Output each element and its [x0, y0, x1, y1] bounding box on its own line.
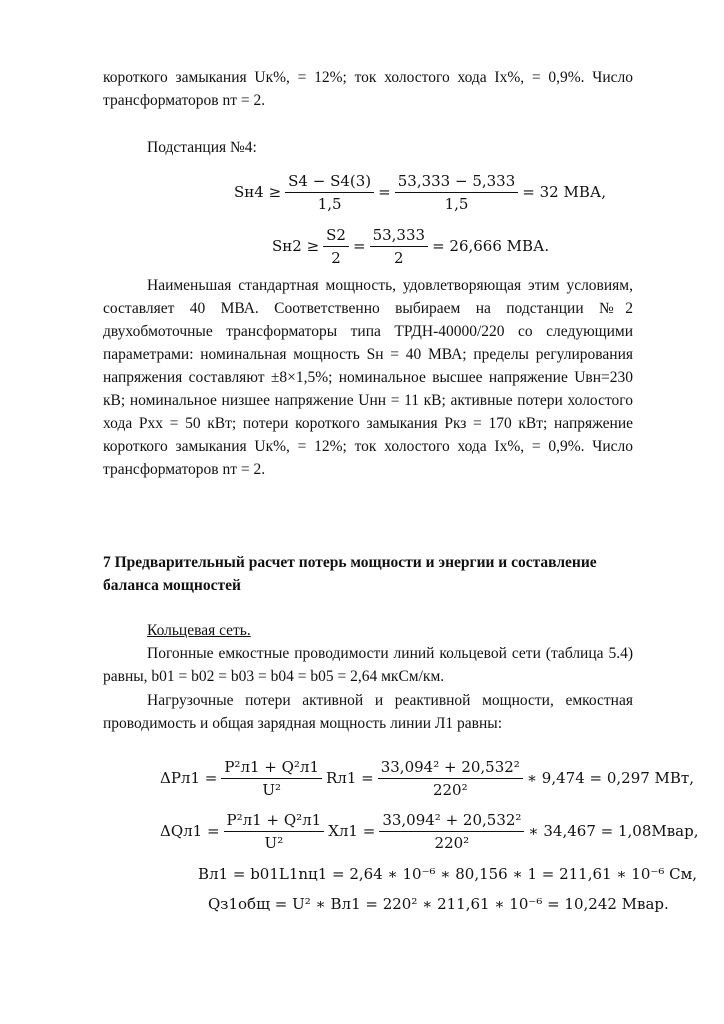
- fraction-numerator: 53,333: [370, 226, 429, 247]
- equation-sn4: Sн4 ≥ $\frac{S4 - S4(3)}{1,5}$ = $\frac{53,333 - 5,333}{1,5}$ = 32 МВА,: [234, 171, 606, 213]
- subsection-title: Подстанция №4:: [147, 139, 257, 156]
- equation-dp: [160, 752, 694, 804]
- eq-lhs: ΔPл1 =: [160, 769, 218, 787]
- equation-q: [208, 890, 669, 918]
- eq-result: ∗ 34,467 = 1,08Мвар,: [528, 822, 699, 840]
- text-line: кВ; номинальное низшее напряжение Uнн = 11 кВ; активные потери холостого: [103, 392, 633, 409]
- eq-result: = 26,666 МВА.: [432, 237, 550, 255]
- fraction-denominator: 2: [394, 248, 404, 267]
- fraction-denominator: 1,5: [444, 194, 469, 213]
- equation-sn2: Sн2 ≥ $\frac{S2}{2}$ = $\frac{53,333}{2}$ = 26,666 МВА.: [272, 225, 550, 267]
- text-line: хода Pхх = 50 кВт; потери короткого замыкания Pкз = 170 кВт; напряжение: [103, 415, 633, 432]
- fraction-numerator: S4 − S4(3): [285, 172, 374, 193]
- text-line: двухобмоточные трансформаторы типа ТРДН-40000/220 со следующими: [103, 323, 633, 340]
- equation-dq: [160, 805, 699, 857]
- text-line: Наименьшая стандартная мощность, удовлетворяющая этим условиям,: [147, 277, 633, 294]
- text-line: трансформаторов nт = 2.: [103, 461, 266, 478]
- fraction: [395, 172, 519, 213]
- eq-result: = 32 МВА,: [522, 183, 606, 201]
- fraction-denominator: 2: [331, 248, 341, 267]
- fraction-numerator: 33,094² + 20,532²: [379, 811, 524, 832]
- equation-b: [198, 862, 697, 886]
- eq-factor: Xл1 =: [328, 822, 376, 840]
- text-line: Погонные емкостные проводимости линий кольцевой сети (таблица 5.4): [147, 645, 633, 662]
- fraction: [323, 226, 349, 267]
- eq-lhs: Sн4 ≥: [234, 183, 282, 201]
- fraction: [285, 172, 374, 213]
- eq-factor: Rл1 =: [326, 769, 374, 787]
- ring-network-label: Кольцевая сеть.: [147, 622, 251, 639]
- text-line: трансформаторов nт = 2.: [103, 92, 266, 109]
- fraction-denominator: U²: [264, 833, 284, 852]
- fraction: [378, 758, 523, 799]
- eq-text: Bл1 = b01L1nц1 = 2,64 ∗ 10⁻⁶ ∗ 80,156 ∗ 1 = 211,61 ∗ 10⁻⁶ См,: [198, 865, 698, 883]
- eq-lhs: ΔQл1 =: [160, 822, 220, 840]
- text-line: параметрами: номинальная мощность Sн = 40 МВА; пределы регулирования: [103, 346, 633, 363]
- fraction-numerator: P²л1 + Q²л1: [221, 758, 322, 779]
- fraction-denominator: 220²: [434, 833, 470, 852]
- fraction-numerator: 53,333 − 5,333: [395, 172, 519, 193]
- fraction-numerator: S2: [323, 226, 349, 247]
- text-line: короткого замыкания Uк%, = 12%; ток холостого хода Iх%, = 0,9%. Число: [103, 438, 633, 455]
- fraction-numerator: P²л1 + Q²л1: [224, 811, 325, 832]
- fraction-denominator: U²: [262, 780, 281, 799]
- text-line: составляет 40 МВА. Соответственно выбираем на подстанции №2: [103, 300, 633, 317]
- text-line: проводимость и общая зарядная мощность линии Л1 равны:: [103, 715, 503, 732]
- text-line: Нагрузочные потери активной и реактивной мощности, емкостная: [147, 692, 633, 709]
- fraction-denominator: 220²: [432, 780, 468, 799]
- fraction: [370, 226, 429, 267]
- section-heading: баланса мощностей: [103, 577, 241, 594]
- fraction-numerator: 33,094² + 20,532²: [378, 758, 523, 779]
- eq-text: Qз1общ = U² ∗ Bл1 = 220² ∗ 211,61 ∗ 10⁻⁶ = 10,242 Мвар.: [208, 895, 669, 913]
- fraction-denominator: 1,5: [317, 194, 342, 213]
- eq-result: ∗ 9,474 = 0,297 МВт,: [526, 769, 694, 787]
- text-line: равны, b01 = b02 = b03 = b04 = b05 = 2,64 мкСм/км.: [103, 668, 445, 685]
- eq-lhs: Sн2 ≥: [272, 237, 320, 255]
- fraction: [221, 758, 322, 799]
- fraction: [379, 811, 524, 852]
- fraction: [224, 811, 325, 852]
- section-heading: 7 Предварительный расчет потерь мощности и энергии и составление: [103, 554, 597, 571]
- text-line: напряжения составляют ±8×1,5%; номинальное высшее напряжение Uвн=230: [103, 369, 633, 386]
- text-line: короткого замыкания Uк%, = 12%; ток холостого хода Iх%, = 0,9%. Число: [103, 69, 633, 86]
